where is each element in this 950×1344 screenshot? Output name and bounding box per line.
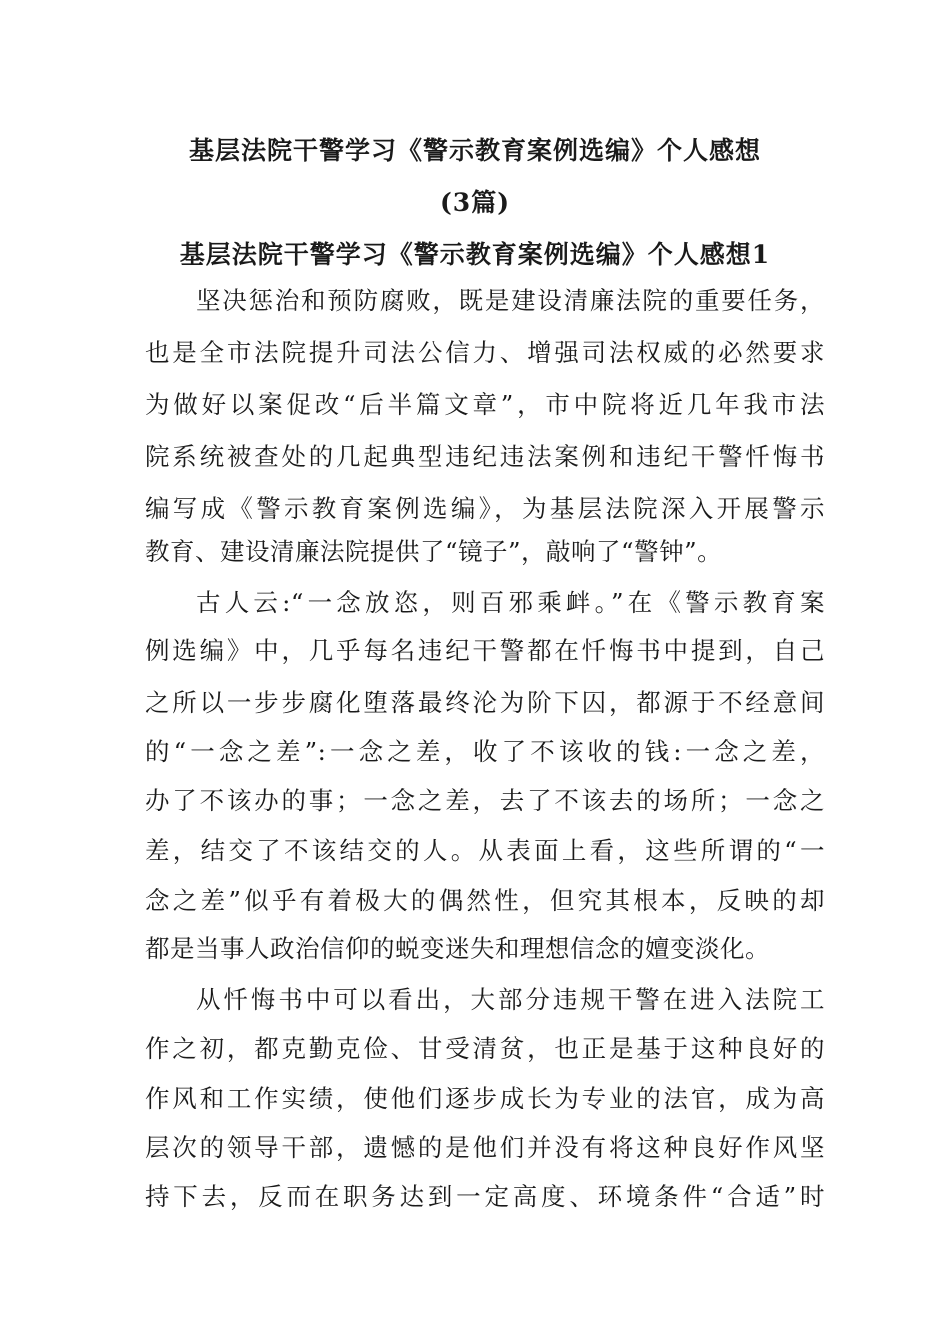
paragraph-line: 持下去，反而在职务达到一定高度、环境条件“合适”时 [145, 1182, 825, 1211]
paragraph-line: 从忏悔书中可以看出，大部分违规干警在进入法院工 [196, 985, 825, 1014]
paragraph-line: 层次的领导干部，遗憾的是他们并没有将这种良好作风坚 [145, 1133, 825, 1162]
section-title: 基层法院干警学习《警示教育案例选编》个人感想1 [179, 240, 771, 269]
paragraph-line: 院系统被查处的几起典型违纪违法案例和违纪干警忏悔书 [145, 442, 825, 471]
document-title-count: (3篇) [439, 188, 511, 217]
paragraph-line: 作风和工作实绩，使他们逐步成长为专业的法官，成为高 [145, 1084, 825, 1113]
paragraph-line: 坚决惩治和预防腐败，既是建设清廉法院的重要任务， [196, 286, 825, 315]
paragraph-line: 办了不该办的事；一念之差，去了不该去的场所；一念之 [145, 786, 825, 815]
paragraph-line: 编写成《警示教育案例选编》，为基层法院深入开展警示 [145, 494, 825, 523]
document-title: 基层法院干警学习《警示教育案例选编》个人感想 [188, 136, 761, 165]
paragraph-line: 例选编》中，几乎每名违纪干警都在忏悔书中提到，自己 [145, 636, 825, 665]
paragraph-line: 古人云:“一念放恣，则百邪乘衅。”在《警示教育案 [196, 588, 825, 617]
paragraph-line: 为做好以案促改“后半篇文章”，市中院将近几年我市法 [145, 390, 825, 419]
paragraph-line: 教育、建设清廉法院提供了“镜子”，敲响了“警钟”。 [145, 537, 723, 566]
paragraph-line: 也是全市法院提升司法公信力、增强司法权威的必然要求 [145, 338, 825, 367]
paragraph-line: 都是当事人政治信仰的蜕变迷失和理想信念的嬗变淡化。 [145, 934, 770, 963]
paragraph-line: 念之差”似乎有着极大的偶然性，但究其根本，反映的却 [145, 886, 825, 915]
paragraph-line: 之所以一步步腐化堕落最终沦为阶下囚，都源于不经意间 [145, 688, 825, 717]
paragraph-line: 差，结交了不该结交的人。从表面上看，这些所谓的“一 [145, 836, 825, 865]
paragraph-line: 的“一念之差”:一念之差，收了不该收的钱:一念之差， [145, 737, 825, 766]
paragraph-line: 作之初，都克勤克俭、甘受清贫，也正是基于这种良好的 [145, 1034, 825, 1063]
